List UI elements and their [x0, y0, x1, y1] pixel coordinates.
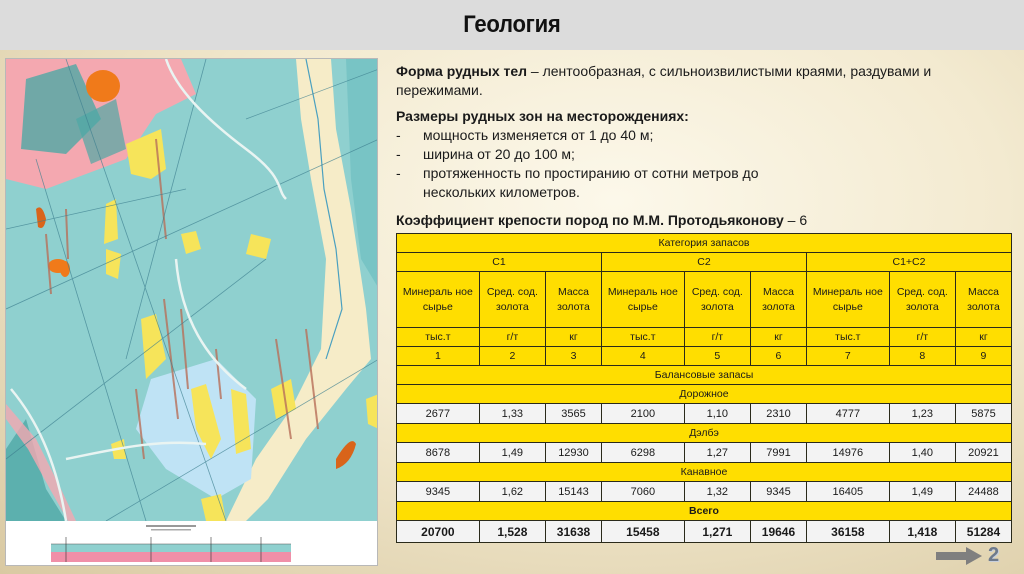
- section-name: Дэлбэ: [397, 424, 1012, 443]
- data-cell: 1,27: [684, 443, 750, 463]
- list-item: [396, 126, 1006, 145]
- data-cell: 12930: [545, 443, 601, 463]
- unit-cell: тыс.т: [806, 328, 889, 347]
- total-cell: 19646: [750, 521, 806, 543]
- category-header: Категория запасов: [397, 234, 1012, 253]
- unit-cell: кг: [955, 328, 1011, 347]
- list-item: [396, 145, 1006, 164]
- total-cell: 36158: [806, 521, 889, 543]
- column-header: Минераль ное сырье: [806, 272, 889, 328]
- data-cell: 20921: [955, 443, 1011, 463]
- coefficient-paragraph: [396, 211, 1006, 230]
- total-cell: 20700: [397, 521, 480, 543]
- coefficient-label: Коэффициент крепости пород по М.М. Протодьяконову: [396, 212, 784, 228]
- section-row-total: [397, 502, 1012, 521]
- reserves-table: [396, 233, 1012, 543]
- data-cell: 1,10: [684, 404, 750, 424]
- total-cell: 15458: [601, 521, 684, 543]
- list-item-text: протяженность по простиранию от сотни метров до нескольких километров.: [423, 165, 759, 200]
- unit-cell: тыс.т: [601, 328, 684, 347]
- page-title: Геология: [463, 11, 561, 38]
- ore-form-label: Форма рудных тел: [396, 63, 528, 79]
- table-row-units: [397, 328, 1012, 347]
- data-cell: 7060: [601, 482, 684, 502]
- coefficient-value: – 6: [783, 212, 808, 228]
- slide-navigation[interactable]: [936, 544, 999, 567]
- unit-cell: г/т: [479, 328, 545, 347]
- data-cell: 1,40: [889, 443, 955, 463]
- geology-description: [396, 62, 1006, 237]
- section-row-kanavnoe: [397, 463, 1012, 482]
- table-row-category: [397, 234, 1012, 253]
- total-cell: 1,528: [479, 521, 545, 543]
- total-cell: 51284: [955, 521, 1011, 543]
- ore-form-paragraph: [396, 62, 1006, 100]
- number-cell: 7: [806, 347, 889, 366]
- data-cell: 16405: [806, 482, 889, 502]
- data-cell: 2677: [397, 404, 480, 424]
- data-cell: 1,33: [479, 404, 545, 424]
- number-cell: 6: [750, 347, 806, 366]
- number-cell: 2: [479, 347, 545, 366]
- page-number: 2: [988, 544, 1000, 566]
- data-cell: 1,32: [684, 482, 750, 502]
- zone-sizes-heading: Размеры рудных зон на месторождениях:: [396, 108, 689, 124]
- column-header: Масса золота: [750, 272, 806, 328]
- data-cell: 3565: [545, 404, 601, 424]
- table-row-groups: [397, 253, 1012, 272]
- unit-cell: г/т: [889, 328, 955, 347]
- number-cell: 9: [955, 347, 1011, 366]
- data-cell: 1,23: [889, 404, 955, 424]
- total-cell: 31638: [545, 521, 601, 543]
- data-cell: 1,62: [479, 482, 545, 502]
- zone-sizes-list: [396, 126, 1006, 202]
- list-item-text: ширина от 20 до 100 м;: [423, 146, 575, 162]
- dash-bullet: -: [396, 165, 401, 181]
- unit-cell: кг: [750, 328, 806, 347]
- unit-cell: г/т: [684, 328, 750, 347]
- ore-form-value: – лентообразная, с сильноизвилистыми краями, раздувами и пережимами.: [396, 63, 932, 98]
- number-cell: 1: [397, 347, 480, 366]
- table-row: [397, 443, 1012, 463]
- data-cell: 14976: [806, 443, 889, 463]
- column-header: Масса золота: [955, 272, 1011, 328]
- column-header: Минераль ное сырье: [601, 272, 684, 328]
- table-row: [397, 404, 1012, 424]
- unit-cell: тыс.т: [397, 328, 480, 347]
- column-header: Минераль ное сырье: [397, 272, 480, 328]
- section-name: Канавное: [397, 463, 1012, 482]
- data-cell: 24488: [955, 482, 1011, 502]
- data-cell: 5875: [955, 404, 1011, 424]
- data-cell: 15143: [545, 482, 601, 502]
- section-row-delbe: [397, 424, 1012, 443]
- total-cell: 1,418: [889, 521, 955, 543]
- list-item-text: мощность изменяется от 1 до 40 м;: [423, 127, 654, 143]
- column-header: Масса золота: [545, 272, 601, 328]
- list-item: [396, 164, 1006, 202]
- data-cell: 7991: [750, 443, 806, 463]
- table-row-numbers: [397, 347, 1012, 366]
- total-cell: 1,271: [684, 521, 750, 543]
- group-c1c2: С1+С2: [806, 253, 1011, 272]
- number-cell: 5: [684, 347, 750, 366]
- geological-map-graphic: [6, 59, 378, 566]
- table-row: [397, 482, 1012, 502]
- data-cell: 6298: [601, 443, 684, 463]
- data-cell: 9345: [750, 482, 806, 502]
- section-name: Дорожное: [397, 385, 1012, 404]
- unit-cell: кг: [545, 328, 601, 347]
- table-row-balance: [397, 366, 1012, 385]
- balance-header: Балансовые запасы: [397, 366, 1012, 385]
- total-label: Всего: [397, 502, 1012, 521]
- table-row-columns: [397, 272, 1012, 328]
- section-row-dorozhnoe: [397, 385, 1012, 404]
- dash-bullet: -: [396, 146, 401, 162]
- column-header: Сред. сод. золота: [479, 272, 545, 328]
- data-cell: 8678: [397, 443, 480, 463]
- group-c2: С2: [601, 253, 806, 272]
- number-cell: 8: [889, 347, 955, 366]
- number-cell: 3: [545, 347, 601, 366]
- column-header: Сред. сод. золота: [889, 272, 955, 328]
- column-header: Сред. сод. золота: [684, 272, 750, 328]
- zone-sizes-block: [396, 107, 1006, 202]
- group-c1: С1: [397, 253, 602, 272]
- data-cell: 9345: [397, 482, 480, 502]
- table-row-total: [397, 521, 1012, 543]
- data-cell: 2310: [750, 404, 806, 424]
- data-cell: 4777: [806, 404, 889, 424]
- geological-map-image: [5, 58, 378, 566]
- number-cell: 4: [601, 347, 684, 366]
- right-arrow-icon[interactable]: [936, 547, 982, 565]
- dash-bullet: -: [396, 127, 401, 143]
- slide-header: [0, 0, 1024, 50]
- data-cell: 1,49: [479, 443, 545, 463]
- data-cell: 1,49: [889, 482, 955, 502]
- data-cell: 2100: [601, 404, 684, 424]
